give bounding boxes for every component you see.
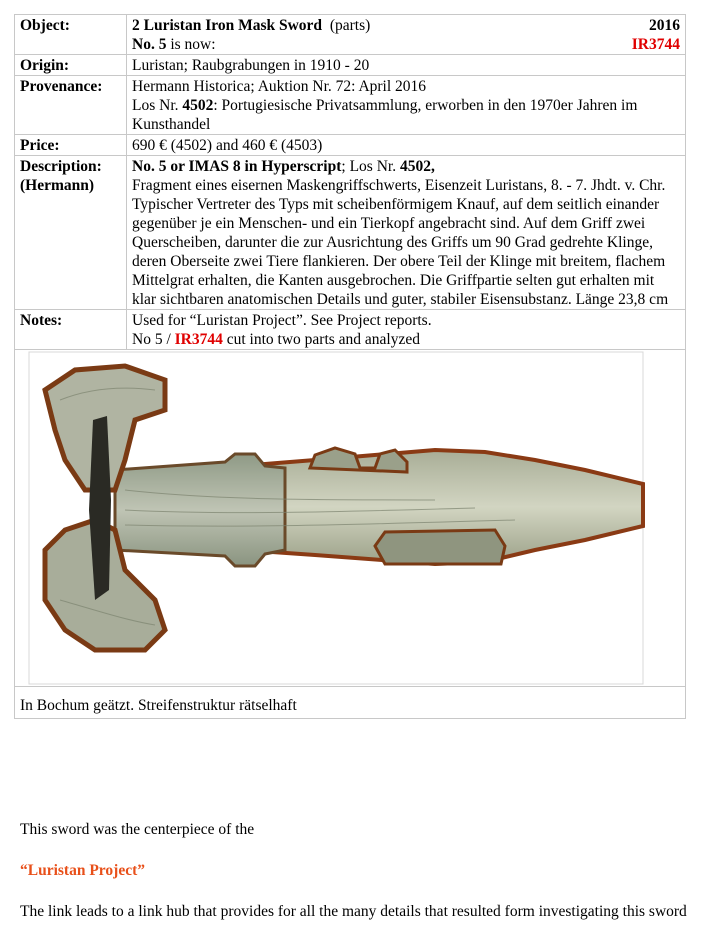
description-cell <box>127 156 686 310</box>
notes-line2-suffix: cut into two parts and analyzed <box>226 331 420 348</box>
origin-value: Luristan; Raubgrabungen in 1910 - 20 <box>127 55 686 76</box>
sword-image <box>15 350 685 686</box>
provenance-los-text: : Portugiesische Privatsammlung, erworben in den 1970er Jahren im Kunsthandel <box>132 97 638 133</box>
object-number-suffix: is now: <box>170 36 216 53</box>
footer-link-text: The link leads to a link hub that provides for all the many details that resulted form investigating this sword <box>20 903 687 920</box>
provenance-label: Provenance: <box>15 76 127 135</box>
description-label-cell <box>15 156 127 310</box>
row-caption <box>15 687 686 719</box>
object-right <box>632 16 680 54</box>
price-label: Price: <box>15 135 127 156</box>
description-text: Fragment eines eisernen Maskengriffschwerts, Eisenzeit Luristans, 8. - 7. Jhdt. v. Chr. Typischer Vertreter des Typs mit scheibenförmigem Knauf, auf dem seitlich einander gegenüber je ein Menschen- und ein Tierkopf angebracht sind. Auf dem Griff zwei Querscheiben, darunter die zur Ausrichtung des Griffs um 90 Grad gedrehte Klinge, deren Oberseite zwei Tiere flankieren. Der obere Teil der Klinge mit breitem, flachem Mittelgrat erhalten, die Kanten ausgebrochen. Die Griffpartie selten gut erhalten mit klar sichtbaren anatomischen Details und guter, stabiler Eisensubstanz. Länge 23,8 cm <box>132 177 669 308</box>
row-price <box>15 135 686 156</box>
provenance-cell <box>127 76 686 135</box>
image-caption: In Bochum geätzt. Streifenstruktur rätselhaft <box>20 697 297 714</box>
description-sublabel: (Hermann) <box>20 177 95 194</box>
description-label: Description: <box>20 158 102 175</box>
object-title: 2 Luristan Iron Mask Sword <box>132 17 323 34</box>
year: 2016 <box>649 17 680 34</box>
notes-ir-code: IR3744 <box>174 331 223 348</box>
row-object <box>15 15 686 55</box>
grip <box>115 454 285 566</box>
object-title-suffix: (parts) <box>329 17 371 34</box>
row-provenance <box>15 76 686 135</box>
price-value: 690 € (4502) and 460 € (4503) <box>127 135 686 156</box>
description-los-prefix: ; Los Nr. <box>341 158 397 175</box>
description-los-number: 4502, <box>399 158 435 175</box>
row-origin <box>15 55 686 76</box>
object-cell <box>127 15 686 55</box>
notes-line1: Used for “Luristan Project”. See Project reports. <box>132 312 432 329</box>
object-number: No. 5 <box>132 36 167 53</box>
notes-cell <box>127 310 686 350</box>
ir-code: IR3744 <box>631 36 680 53</box>
blade-animal-bottom <box>375 530 505 564</box>
origin-label: Origin: <box>15 55 127 76</box>
row-notes <box>15 310 686 350</box>
luristan-project-link[interactable]: “Luristan Project” <box>20 862 145 879</box>
row-image <box>15 350 686 687</box>
record-table <box>14 14 686 719</box>
notes-label: Notes: <box>15 310 127 350</box>
image-caption-cell <box>15 687 686 719</box>
provenance-los-number: 4502 <box>182 97 214 114</box>
provenance-los-prefix: Los Nr. <box>132 97 179 114</box>
provenance-line1: Hermann Historica; Auktion Nr. 72: April 2016 <box>132 78 427 95</box>
row-description <box>15 156 686 310</box>
object-label: Object: <box>15 15 127 55</box>
description-bold: No. 5 or IMAS 8 in Hyperscript <box>132 158 342 175</box>
notes-line2-prefix: No 5 / <box>132 331 171 348</box>
sword-image-cell <box>15 350 686 687</box>
footer-intro: This sword was the centerpiece of the <box>20 821 255 838</box>
